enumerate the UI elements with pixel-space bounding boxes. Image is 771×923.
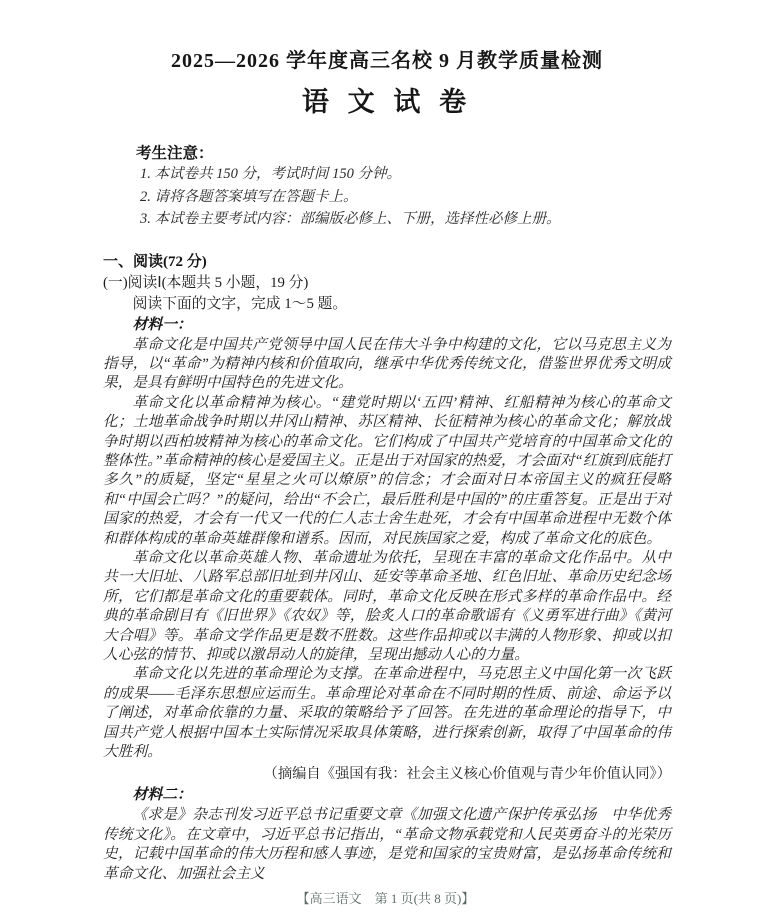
material-one-label: 材料一：	[132, 316, 192, 333]
exam-title: 2025—2026 学年度高三名校 9 月教学质量检测	[171, 50, 603, 72]
passage-paragraph: 革命文化是中国共产党领导中国人民在伟大斗争中构建的文化，它以马克思主义为指导，以“革命”为精神内核和价值取向，继承中华优秀传统文化，借鉴世界优秀文明成果，是具有鲜明中国特色的先进文化。	[103, 336, 671, 392]
exam-subtitle: 语 文 试 卷	[301, 87, 473, 117]
notice-item: 3. 本试卷主要考试内容：部编版必修上、下册，选择性必修上册。	[140, 211, 561, 227]
passage-paragraph: 《求是》杂志刊发习近平总书记重要文章《加强文化遗产保护传承弘扬 中华优秀传统文化》。在文章中，习近平总书记指出，“革命文物承载党和人民英勇奋斗的光荣历史，记载中国革命的伟大历程和感人事迹，是党和国家的宝贵财富，是弘扬革命传统和革命文化、加强社会主义	[103, 807, 671, 882]
passage-paragraph: 革命文化以先进的革命理论为支撑。在革命进程中，马克思主义中国化第一次飞跃的成果——毛泽东思想应运而生。革命理论对革命在不同时期的性质、前途、命运予以了阐述，对革命依靠的力量、采取的策略给予了回答。在先进的革命理论的指导下，中国共产党人根据中国本土实际情况采取具体策略，进行探索创新，取得了中国革命的伟大胜利。	[103, 666, 671, 761]
material-two-label: 材料二：	[132, 787, 192, 804]
passage-paragraph: 革命文化以革命精神为核心。“建党时期以‘五四’精神、红船精神为核心的革命文化；土地革命战争时期以井冈山精神、苏区精神、长征精神为核心的革命文化；解放战争时期以西柏坡精神为核心的革命文化。它们构成了中国共产党培育的中国革命文化的整体性。”革命精神的核心是爱国主义。正是出于对国家的热爱，才会面对“红旗到底能打多久”的质疑，坚定“星星之火可以燎原”的信念；才会面对日本帝国主义的疯狂侵略和“中国会亡吗？”的疑问，给出“不会亡，最后胜利是中国的”的庄重答复。正是出于对国家的热爱，才会有一代又一代的仁人志士舍生赴死，才会有中国革命进程中无数个体和群体构成的革命英雄群像和谱系。因而，对民族国家之爱，构成了革命文化的底色。	[103, 394, 671, 547]
notice-heading: 考生注意：	[136, 145, 214, 162]
reading-instruction: 阅读下面的文字，完成 1～5 题。	[132, 295, 348, 312]
notice-item: 2. 请将各题答案填写在答题卡上。	[140, 188, 358, 205]
reading-section	[103, 252, 671, 885]
notice-item: 1. 本试卷共 150 分，考试时间 150 分钟。	[140, 166, 401, 182]
page-footer: 【高三语文 第 1 页(共 8 页)】	[296, 891, 475, 906]
passage-paragraph: 革命文化以革命英雄人物、革命遗址为依托，呈现在丰富的革命文化作品中。从中共一大旧址、八路军总部旧址到井冈山、延安等革命圣地、红色旧址、革命历史纪念场所，它们都是革命文化的重要载体。同时，革命文化反映在形式多样的革命作品中。经典的革命剧目有《旧世界》《农奴》等，脍炙人口的革命歌谣有《义勇军进行曲》《黄河大合唱》等。革命文学作品更是数不胜数。这些作品抑或以丰满的人物形象、抑或以扣人心弦的情节、抑或以激昂动人的旋律，呈现出撼动人心的力量。	[103, 549, 671, 663]
section-heading: 一、阅读(72 分)	[103, 253, 207, 270]
candidate-notice	[103, 141, 671, 231]
section-subheading: (一)阅读Ⅰ(本题共 5 小题，19 分)	[103, 274, 309, 291]
source-attribution: （摘编自《强国有我：社会主义核心价值观与青少年价值认同》）	[263, 766, 671, 783]
